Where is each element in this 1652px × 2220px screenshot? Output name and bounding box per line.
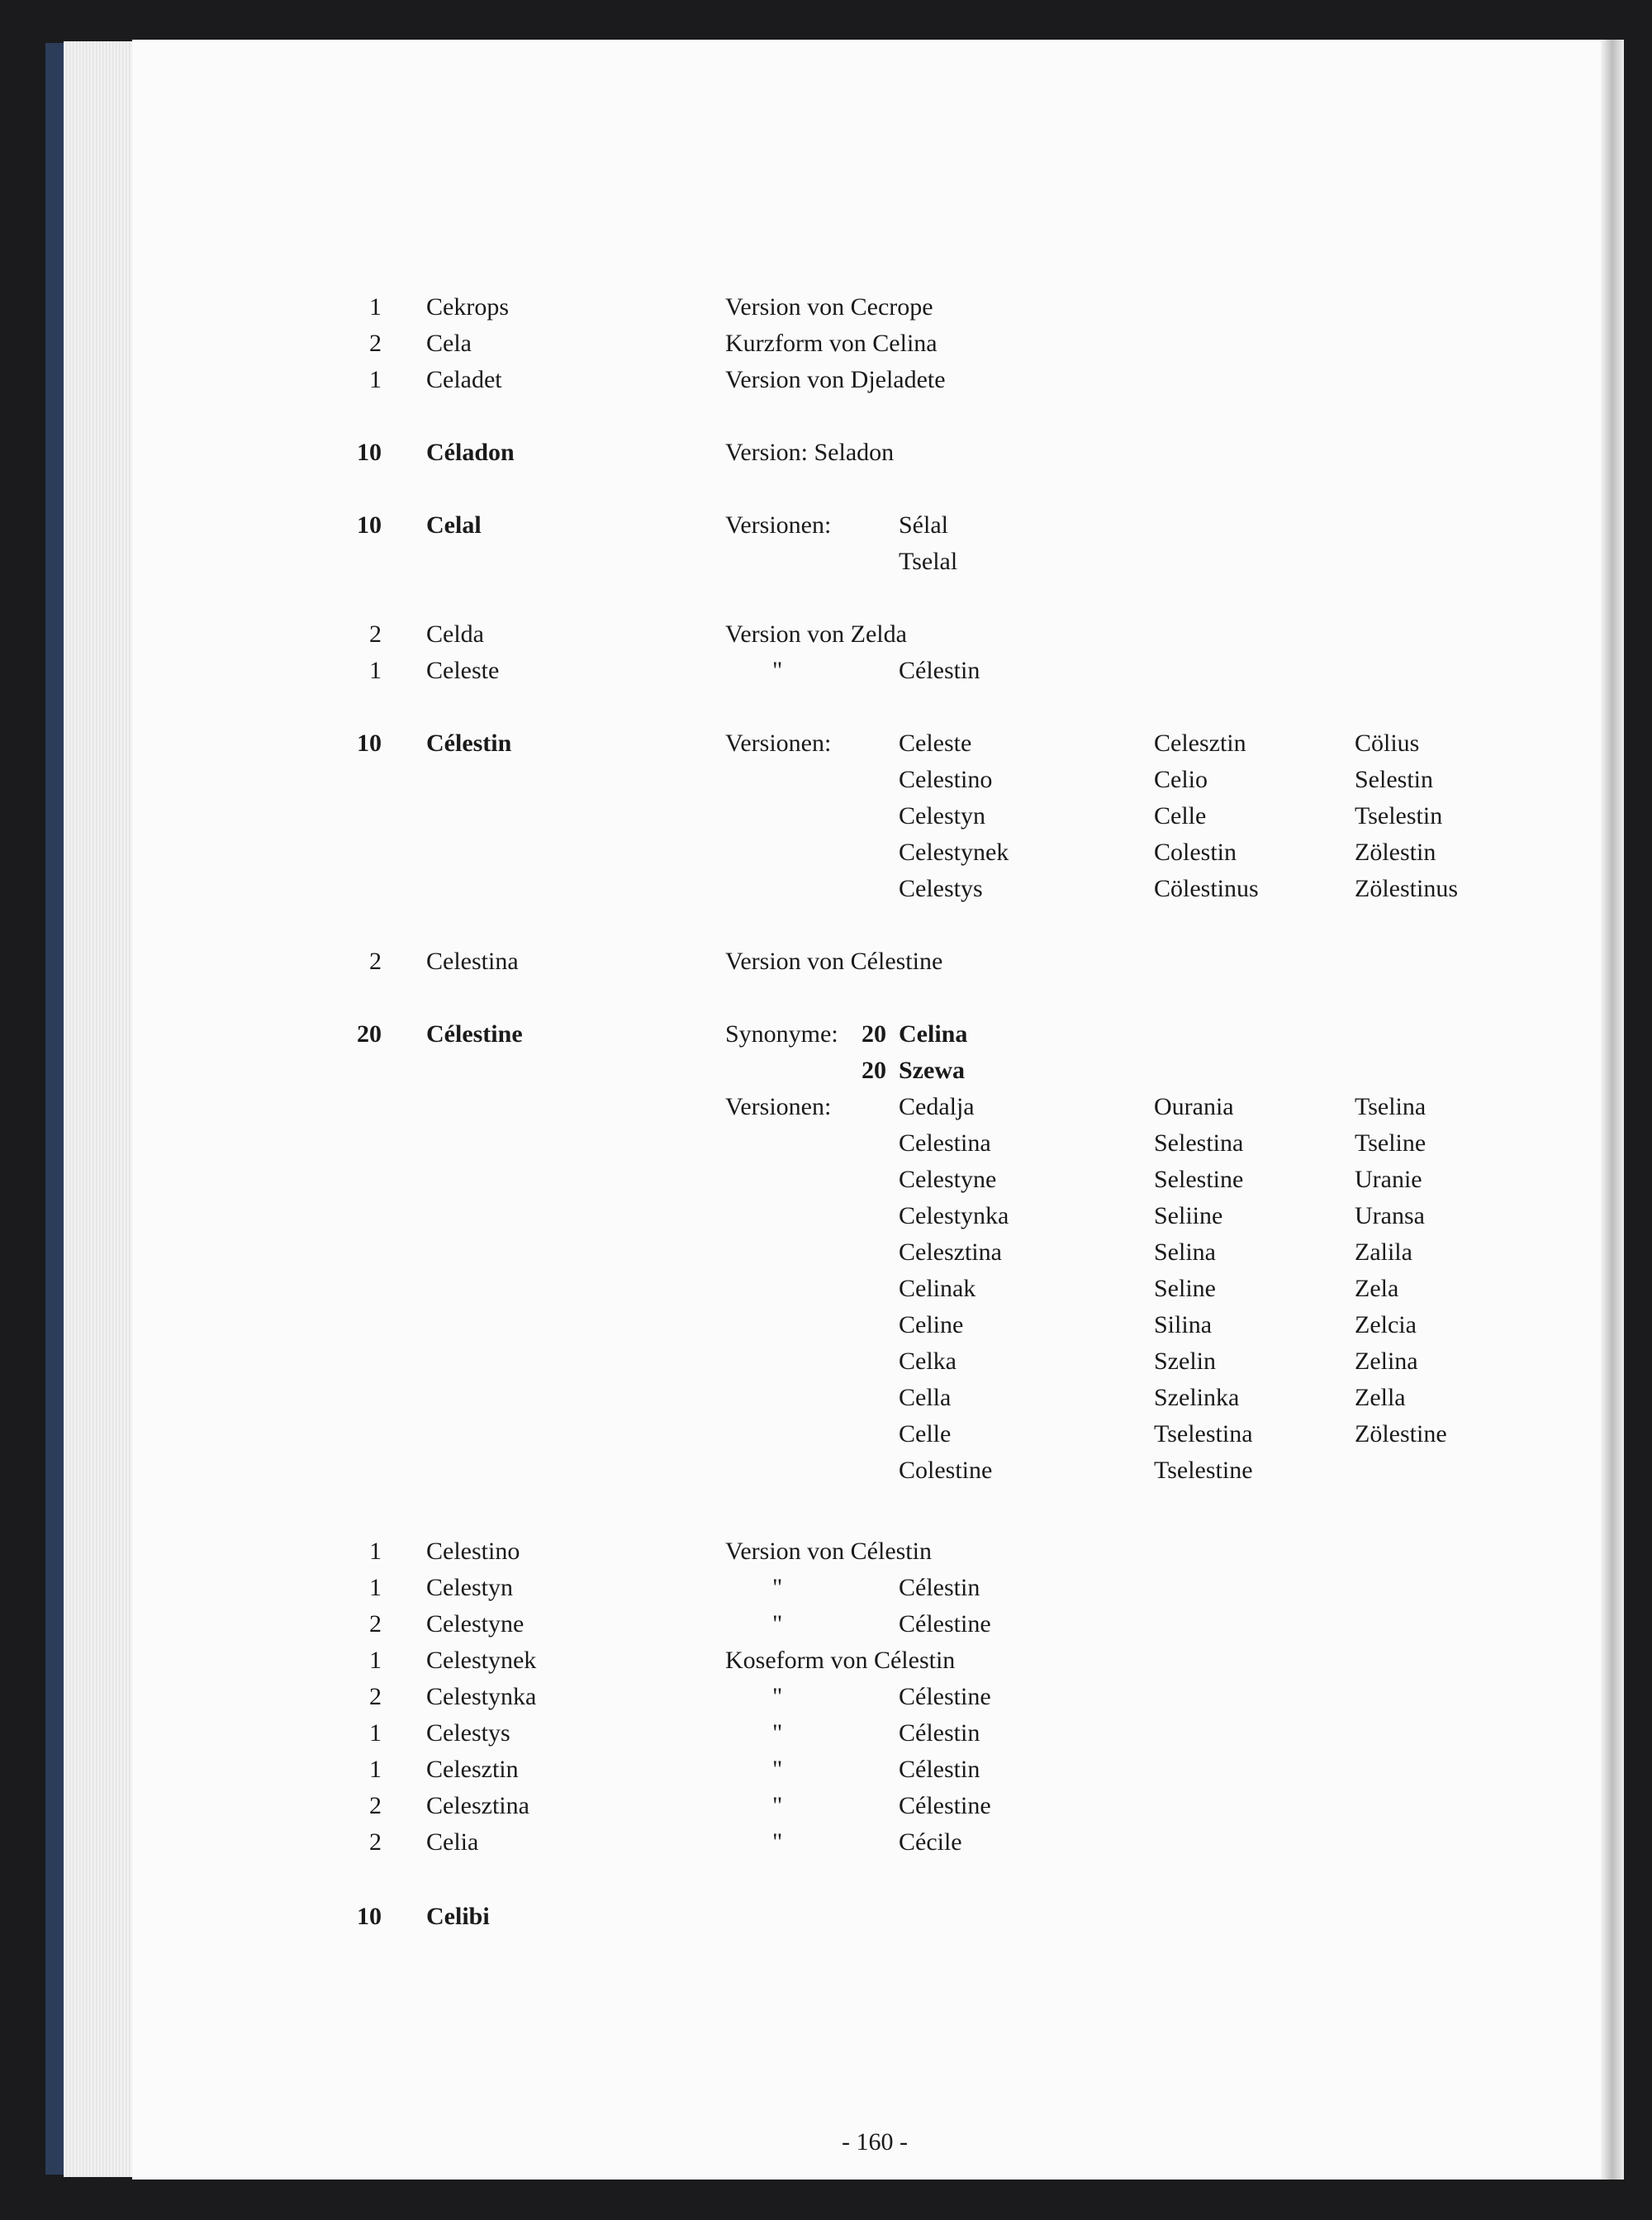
- entry-frequency: 2: [369, 1828, 382, 1856]
- version-name: Szelinka: [1154, 1384, 1240, 1411]
- entry-version-value: Célestine: [899, 1683, 991, 1710]
- synonym-frequency: 20: [862, 1057, 886, 1084]
- entry-version-value: Cécile: [899, 1828, 962, 1856]
- version-name: Celinak: [899, 1275, 976, 1302]
- entry-name: Celda: [426, 620, 484, 648]
- entry-name: Céladon: [426, 439, 515, 466]
- entry-frequency: 1: [369, 1574, 382, 1601]
- version-name: Tselestine: [1154, 1457, 1253, 1484]
- version-name: Colestine: [899, 1457, 993, 1484]
- entry-frequency: 1: [369, 366, 382, 393]
- entry-info: ": [772, 1792, 783, 1819]
- version-name: Celine: [899, 1311, 964, 1338]
- entry-info: Versionen:: [725, 511, 832, 539]
- version-name: Cella: [899, 1384, 952, 1411]
- entry-info: Versionen:: [725, 730, 832, 757]
- version-name: Selestina: [1154, 1129, 1244, 1157]
- entry-frequency: 1: [369, 657, 382, 684]
- version-name: Silina: [1154, 1311, 1213, 1338]
- version-name: Zelina: [1355, 1348, 1418, 1375]
- entry-frequency: 2: [369, 620, 382, 648]
- version-name: Seliine: [1154, 1202, 1223, 1229]
- entry-info: Version von Djeladete: [725, 366, 946, 393]
- entry-name: Cela: [426, 330, 472, 357]
- entry-info: Version von Cecrope: [725, 293, 933, 321]
- synonym-frequency: 20: [862, 1020, 886, 1048]
- version-name: Celio: [1154, 766, 1208, 793]
- entry-frequency: 1: [369, 1538, 382, 1565]
- version-name: Zalila: [1355, 1238, 1412, 1266]
- version-name: Zölestin: [1355, 839, 1436, 866]
- entry-version-value: Sélal: [899, 511, 948, 539]
- version-name: Selestin: [1355, 766, 1433, 793]
- version-name: Celle: [1154, 802, 1207, 830]
- entry-version-value: Célestin: [899, 1756, 980, 1783]
- entry-version-value: Célestine: [899, 1792, 991, 1819]
- entry-info: ": [772, 1574, 783, 1601]
- version-name: Cölestinus: [1154, 875, 1259, 902]
- entry-name: Cekrops: [426, 293, 509, 321]
- entry-version-value: Célestin: [899, 1574, 980, 1601]
- version-name: Zelcia: [1355, 1311, 1417, 1338]
- entry-frequency: 1: [369, 1719, 382, 1747]
- entry-info: ": [772, 1683, 783, 1710]
- entry-name: Celestyne: [426, 1610, 525, 1638]
- entry-version-value: Célestin: [899, 657, 980, 684]
- entry-info: Kurzform von Celina: [725, 330, 938, 357]
- entry-name: Célestin: [426, 730, 512, 757]
- entry-info: Version von Célestin: [725, 1538, 932, 1565]
- entry-info: ": [772, 1756, 783, 1783]
- entry-info: Version: Seladon: [725, 439, 895, 466]
- entry-name: Celestino: [426, 1538, 520, 1565]
- book-cover-edge: [45, 43, 64, 2175]
- entry-name: Celestynka: [426, 1683, 537, 1710]
- entry-version-value: Tselal: [899, 548, 958, 575]
- version-name: Tseline: [1355, 1129, 1427, 1157]
- entry-name: Celesztin: [426, 1756, 519, 1783]
- version-name: Tselina: [1355, 1093, 1427, 1120]
- version-name: Zölestinus: [1355, 875, 1458, 902]
- version-name: Celesztin: [1154, 730, 1246, 757]
- version-name: Tselestin: [1355, 802, 1443, 830]
- version-name: Cölius: [1355, 730, 1420, 757]
- entry-info: Version von Zelda: [725, 620, 907, 648]
- version-name: Celestys: [899, 875, 983, 902]
- entry-frequency: 10: [357, 511, 382, 539]
- entry-info: Version von Célestine: [725, 948, 943, 975]
- entry-frequency: 1: [369, 293, 382, 321]
- entry-name: Celal: [426, 511, 482, 539]
- version-name: Uranie: [1355, 1166, 1422, 1193]
- version-name: Selestine: [1154, 1166, 1244, 1193]
- entry-frequency: 20: [357, 1020, 382, 1048]
- entry-info: ": [772, 1610, 783, 1638]
- entry-name: Celestyn: [426, 1574, 513, 1601]
- version-name: Ourania: [1154, 1093, 1234, 1120]
- version-name: Celestynka: [899, 1202, 1009, 1229]
- page-stack-edge: [64, 41, 135, 2177]
- entry-frequency: 2: [369, 330, 382, 357]
- entry-frequency: 2: [369, 1610, 382, 1638]
- entry-frequency: 2: [369, 948, 382, 975]
- entry-info: ": [772, 657, 783, 684]
- entry-name: Célestine: [426, 1020, 523, 1048]
- version-name: Celestina: [899, 1129, 991, 1157]
- version-name: Tselestina: [1154, 1420, 1253, 1448]
- version-name: Cedalja: [899, 1093, 975, 1120]
- version-name: Celestino: [899, 766, 993, 793]
- version-name: Celestyn: [899, 802, 985, 830]
- version-name: Celeste: [899, 730, 972, 757]
- synonym-name: Celina: [899, 1020, 968, 1048]
- entry-name: Celia: [426, 1828, 479, 1856]
- entry-version-value: Célestine: [899, 1610, 991, 1638]
- version-name: Szelin: [1154, 1348, 1216, 1375]
- version-name: Zela: [1355, 1275, 1399, 1302]
- version-name: Celestyne: [899, 1166, 997, 1193]
- entry-frequency: 1: [369, 1647, 382, 1674]
- entry-name: Celestynek: [426, 1647, 537, 1674]
- entry-info: ": [772, 1828, 783, 1856]
- version-name: Celle: [899, 1420, 952, 1448]
- version-name: Celestynek: [899, 839, 1009, 866]
- version-name: Uransa: [1355, 1202, 1425, 1229]
- entry-name: Celeste: [426, 657, 500, 684]
- version-name: Zölestine: [1355, 1420, 1447, 1448]
- version-name: Seline: [1154, 1275, 1216, 1302]
- versions-label: Versionen:: [725, 1093, 832, 1120]
- synonym-name: Szewa: [899, 1057, 965, 1084]
- entry-frequency: 2: [369, 1683, 382, 1710]
- entry-version-value: Célestin: [899, 1719, 980, 1747]
- entry-frequency: 1: [369, 1756, 382, 1783]
- entry-frequency: 10: [357, 439, 382, 466]
- version-name: Colestin: [1154, 839, 1237, 866]
- entry-name: Celestys: [426, 1719, 510, 1747]
- entry-name: Celesztina: [426, 1792, 529, 1819]
- entry-name: Celestina: [426, 948, 519, 975]
- version-name: Zella: [1355, 1384, 1406, 1411]
- entry-info: ": [772, 1719, 783, 1747]
- entry-name: Celibi: [426, 1903, 490, 1930]
- version-name: Selina: [1154, 1238, 1216, 1266]
- entry-frequency: 10: [357, 1903, 382, 1930]
- entry-frequency: 2: [369, 1792, 382, 1819]
- page-number: - 160 -: [842, 2128, 908, 2156]
- entry-info: Synonyme:: [725, 1020, 838, 1048]
- entry-frequency: 10: [357, 730, 382, 757]
- version-name: Celesztina: [899, 1238, 1002, 1266]
- version-name: Celka: [899, 1348, 957, 1375]
- entry-name: Celadet: [426, 366, 502, 393]
- entry-info: Koseform von Célestin: [725, 1647, 956, 1674]
- book-gutter: [1601, 40, 1624, 2180]
